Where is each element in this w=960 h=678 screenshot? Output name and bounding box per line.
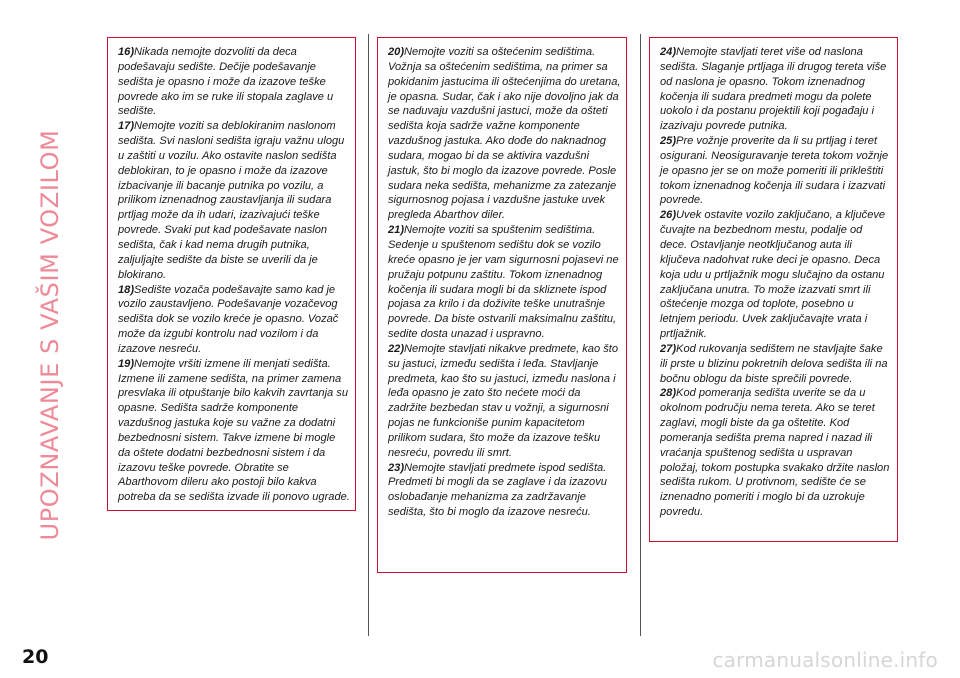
warning-box-column-1 (107, 37, 356, 511)
section-side-title: UPOZNAVANJE S VAŠIM VOZILOM (36, 129, 64, 541)
warning-item-26: 26)Uvek ostavite vozilo zaključano, a ključeve čuvajte na bezbednom mestu, podalje od dece. Ostavljanje neotključanog auta ili ključeva nadohvat ruke deci je opasno. Deca koja udu u prtljažnik mogu slučajno da ostanu zaključana unutra. To može izazvati smrt ili oštećenje mozga od toplote, posebno u letnjem periodu. Uvek zaključavajte vrata i prtljažnik. (660, 209, 886, 341)
warning-item-19: 19)Nemojte vršiti izmene ili menjati sedišta. Izmene ili zamene sedišta, na primer zamena presvlaka ili otpuštanje bilo kakvih zavrtanja su opasne. Sedišta sadrže komponente vazdušnog jastuka koje su važne za dodatni bezbednosni sistem. Takve izmene bi mogle da oštete dodatni bezbednosni sistem i da izazovu teške povrede. Obratite se Abarthovom dileru ako postoji bilo kakva potreba da se sedišta izvade ili ponovo ugrade. (118, 357, 350, 504)
warning-item-24: 24)Nemojte stavljati teret više od naslona sedišta. Slaganje prtljaga ili drugog tereta više od naslona je opasno. Tokom iznenadnog kočenja ili sudara predmeti mogu da polete uokolo i da postanu projektili koji pogađaju i izazivaju povrede putnika. (660, 46, 887, 133)
warning-item-16: 16)Nikada nemojte dozvoliti da deca podešavaju sedište. Dečije podešavanje sedišta je opasno i može da izazove teške povrede ako im se ruke ili stopala zaglave u sedište. (118, 46, 334, 118)
warning-item-28: 28)Kod pomeranja sedišta uverite se da u okolnom području nema tereta. Ako se teret zaglavi, mogli biste da ga oštetite. Kod pomeranja sedišta prema napred i nazad ili vraćanja spuštenog sedišta u uspravan položaj, tokom postupka svakako držite naslon sedišta rukom. U protivnom, sedište će se iznenadno pomeriti i moglo bi da uzrokuje povredu. (660, 387, 890, 519)
warning-item-18: 18)Sedište vozača podešavajte samo kad je vozilo zaustavljeno. Podešavanje vozačevog sedišta dok se vozilo kreće je opasno. Vozač može da izgubi kontrolu nad vozilom i da izazove nesreću. (118, 283, 339, 355)
warning-item-17: 17)Nemojte voziti sa deblokiranim naslonom sedišta. Svi nasloni sedišta igraju važnu ulogu u zaštiti u vozilu. Ako ostavite naslon sedišta deblokiran, to je opasno i može da izazove izbacivanje ili bacanje putnika po vozilu, a prilikom iznenadnog zaustavljanja ili sudara prtljag može da ih udari, izazivajući teške povrede. Svaki put kad podešavate naslon sedišta, čak i kad nema drugih putnika, zaljuljajte sedište da biste se uverili da je blokirano. (118, 120, 345, 281)
warning-item-22: 22)Nemojte stavljati nikakve predmete, kao što su jastuci, između sedišta i leđa. Stavljanje predmeta, kao što su jastuci, između naslona i leđa opasno je zato što nećete moći da zadržite bezbedan stav u vožnji, a sigurnosni pojas ne funkcioniše punim kapacitetom prilikom sudara, što može da izazove tešku nesreću, povredu ili smrt. (388, 342, 619, 459)
warning-box-column-2 (377, 37, 627, 573)
warning-item-20: 20)Nemojte voziti sa oštećenim sedištima. Vožnja sa oštećenim sedištima, na primer sa pokidanim jastucima ili oštećenjima do uretana, je opasna. Sudar, čak i ako nije dovoljno jak da se naduvaju vazdušni jastuci, može da ošteti sedišta koja sadrže važne komponente vazdušnog jastuka. Ako dođe do naknadnog sudara, mogao bi da se aktivira vazdušni jastuk, što bi moglo da izazove povrede. Posle sudara neka sedišta, mehanizme za zatezanje sigurnosnog pojasa i vazdušne jastuke uvek pregleda Abarthov diler. (388, 46, 621, 222)
column-divider-left (368, 34, 369, 636)
column-divider-right (640, 34, 641, 636)
warning-item-23: 23)Nemojte stavljati predmete ispod sedišta. Predmeti bi mogli da se zaglave i da izazovu oslobađanje mehanizma za zadržavanje sedišta, što bi moglo da izazove nesreću. (388, 461, 607, 519)
warning-item-21: 21)Nemojte voziti sa spuštenim sedištima. Sedenje u spuštenom sedištu dok se vozilo kreće opasno je jer vam sigurnosni pojasevi ne pružaju potpunu zaštitu. Tokom iznenadnog kočenja ili sudara mogli bi da skliznete ispod pojasa za krilo i da doživite teške unutrašnje povrede. Da biste ostvarili maksimalnu zaštitu, sedite dosta unazad i uspravno. (388, 224, 619, 341)
warning-item-25: 25)Pre vožnje proverite da li su prtljag i teret osigurani. Neosiguravanje tereta tokom vožnje je opasno jer se on može pomeriti ili prikleštiti tokom iznenadnog kočenja ili sudara i izazvati povrede. (660, 135, 889, 207)
site-watermark: carmanualsonline.info (712, 648, 938, 672)
warning-box-column-3 (649, 37, 898, 542)
warning-item-27: 27)Kod rukovanja sedištem ne stavljajte šake ili prste u blizinu pokretnih delova sedišta ili na bočnu oblogu da biste sprečili povrede. (660, 342, 888, 385)
page-number: 20 (22, 646, 49, 668)
